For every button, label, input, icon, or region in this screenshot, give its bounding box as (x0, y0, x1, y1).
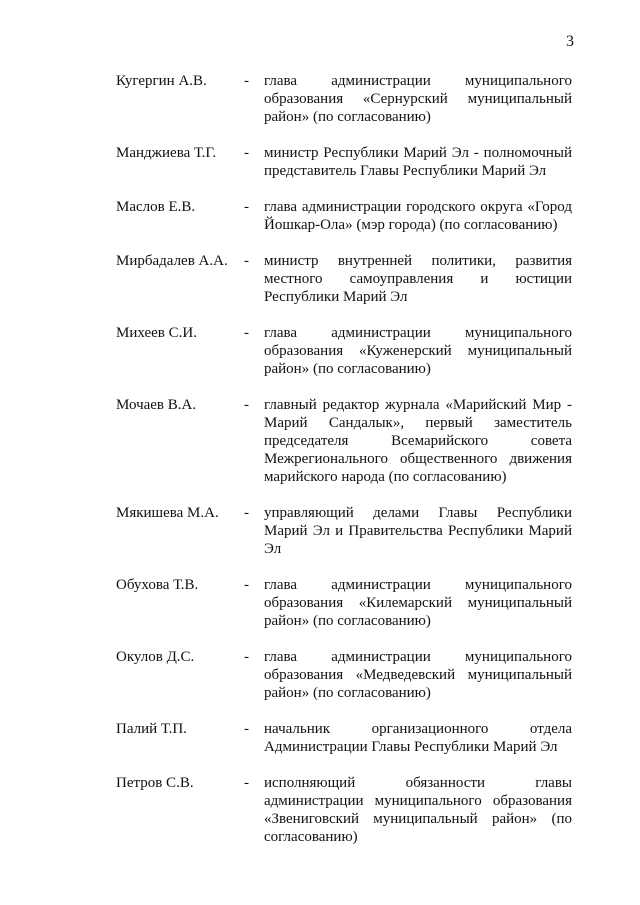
member-name: Кугергин А.В. (116, 73, 207, 89)
list-item (116, 504, 576, 558)
separator-dash: - (244, 253, 249, 269)
member-role: глава администрации городского округа «Город Йошкар-Ола» (мэр города) (по согласованию) (264, 199, 572, 233)
list-item (116, 72, 576, 126)
member-name: Мочаев В.А. (116, 397, 197, 413)
separator-dash: - (244, 199, 249, 215)
member-role: главный редактор журнала «Марийский Мир - Марий Сандалык», первый заместитель председателя Всемарийского совета Межрегионального общественного движения марийского народа (по согласованию) (264, 397, 572, 485)
separator-dash: - (244, 145, 249, 161)
member-role: глава администрации муниципального образования «Килемарский муниципальный район» (по согласованию) (264, 577, 572, 629)
separator-dash: - (244, 721, 249, 737)
separator-dash: - (244, 649, 249, 665)
member-name: Манджиева Т.Г. (116, 145, 217, 161)
member-name: Обухова Т.В. (116, 577, 199, 593)
member-role: глава администрации муниципального образования «Сернурский муниципальный район» (по согласованию) (264, 73, 572, 125)
member-name: Мякишева М.А. (116, 505, 219, 521)
member-name: Мирбадалев А.А. (116, 253, 228, 269)
list-item (116, 396, 576, 486)
member-role: глава администрации муниципального образования «Куженерский муниципальный район» (по согласованию) (264, 325, 572, 377)
member-role: министр Республики Марий Эл - полномочный представитель Главы Республики Марий Эл (264, 145, 572, 179)
separator-dash: - (244, 577, 249, 593)
member-role: глава администрации муниципального образования «Медведевский муниципальный район» (по согласованию) (264, 649, 572, 701)
list-item (116, 252, 576, 306)
list-item (116, 144, 576, 180)
member-name: Михеев С.И. (116, 325, 197, 341)
list-item (116, 648, 576, 702)
page-number: 3 (566, 33, 574, 50)
separator-dash: - (244, 325, 249, 341)
member-role: управляющий делами Главы Республики Марий Эл и Правительства Республики Марий Эл (264, 505, 572, 557)
member-list (116, 72, 576, 864)
list-item (116, 324, 576, 378)
member-name: Палий Т.П. (116, 721, 187, 737)
member-role: министр внутренней политики, развития местного самоуправления и юстиции Республики Марий Эл (264, 253, 572, 305)
list-item (116, 774, 576, 846)
member-name: Петров С.В. (116, 775, 194, 791)
separator-dash: - (244, 775, 249, 791)
list-item (116, 720, 576, 756)
member-role: начальник организационного отдела Администрации Главы Республики Марий Эл (264, 721, 572, 755)
list-item (116, 198, 576, 234)
list-item (116, 576, 576, 630)
separator-dash: - (244, 505, 249, 521)
separator-dash: - (244, 397, 249, 413)
member-role: исполняющий обязанности главы администрации муниципального образования «Звениговский муниципальный район» (по согласованию) (264, 775, 572, 845)
member-name: Маслов Е.В. (116, 199, 196, 215)
separator-dash: - (244, 73, 249, 89)
member-name: Окулов Д.С. (116, 649, 195, 665)
